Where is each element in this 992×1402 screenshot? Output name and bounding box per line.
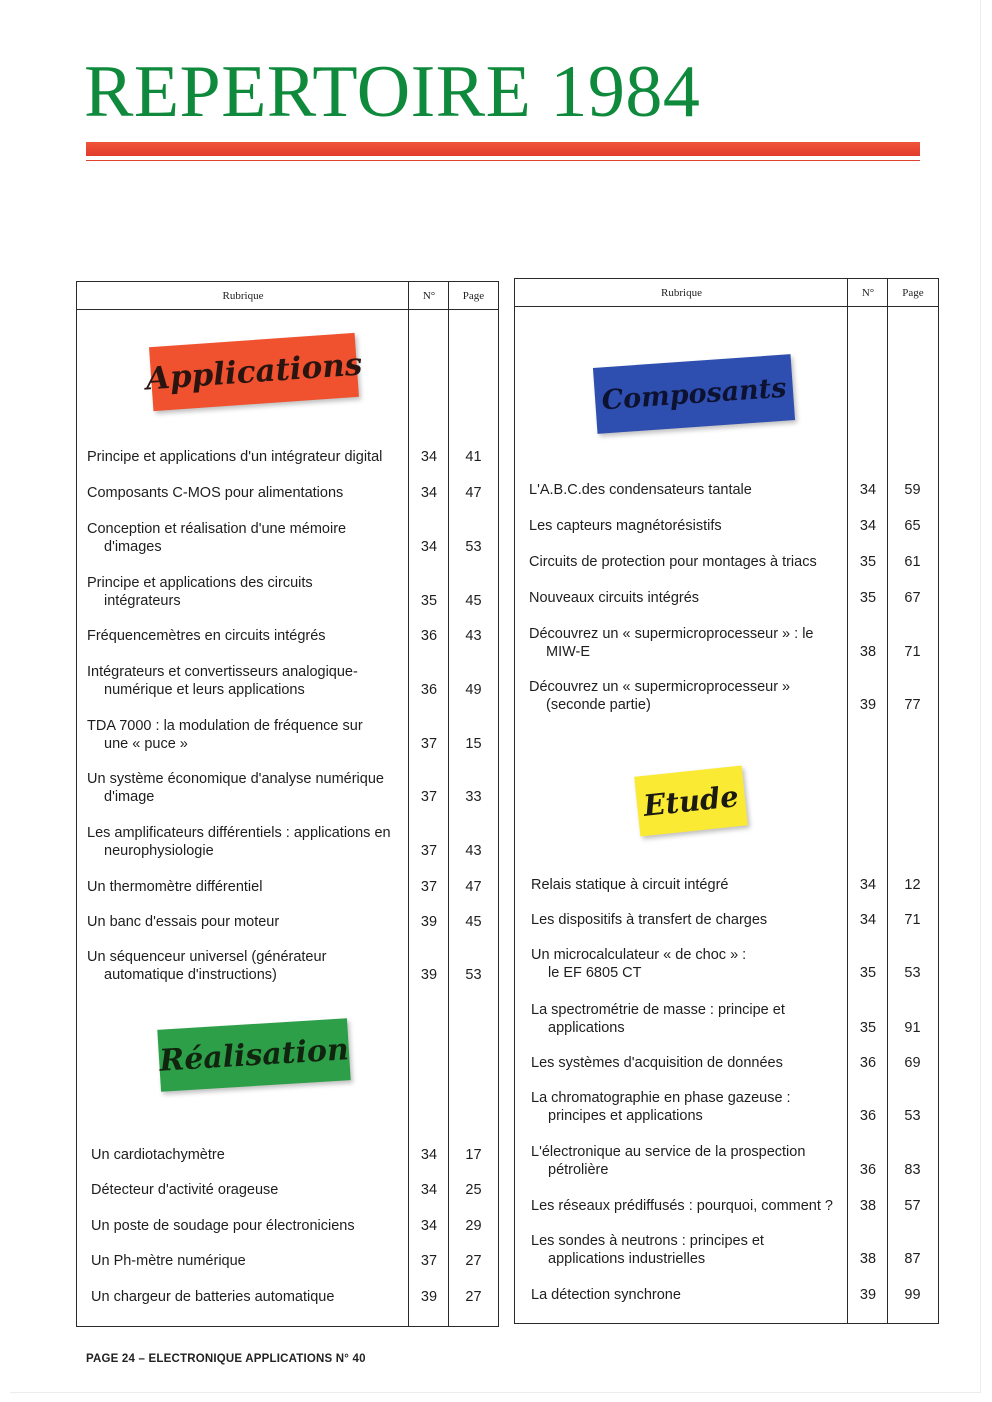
row-title	[531, 1197, 833, 1215]
header-rubrique: Rubrique	[661, 287, 702, 299]
realisation-row	[77, 1217, 497, 1257]
page-number: 47	[465, 879, 482, 895]
page-footer: PAGE 24 – ELECTRONIQUE APPLICATIONS N° 40	[86, 1353, 366, 1365]
applications-row	[77, 770, 497, 810]
page-number: 33	[465, 789, 482, 805]
page-number: 43	[465, 628, 482, 644]
row-title-line1: Les systèmes d'acquisition de données	[531, 1055, 783, 1071]
row-title-line1: Un cardiotachymètre	[91, 1147, 225, 1163]
issue-number: 34	[859, 912, 877, 928]
applications-row	[77, 484, 497, 524]
row-title	[531, 1232, 764, 1268]
applications-row	[77, 448, 497, 488]
etude-row	[515, 1197, 935, 1237]
row-title-line2: neurophysiologie	[104, 843, 214, 859]
row-title-line1: La spectrométrie de masse : principe et	[531, 1002, 785, 1018]
title-rule	[86, 160, 920, 161]
page-number: 45	[465, 593, 482, 609]
row-title	[87, 913, 279, 931]
etude-row	[515, 946, 935, 986]
row-title-line1: Intégrateurs et convertisseurs analogique-	[87, 664, 358, 680]
page-number: 59	[904, 482, 921, 498]
row-title	[531, 911, 767, 929]
issue-number: 36	[859, 1108, 877, 1124]
issue-number: 34	[859, 877, 877, 893]
row-title-line2: applications industrielles	[548, 1251, 706, 1267]
page-number: 71	[904, 644, 921, 660]
row-title-line2: MIW-E	[546, 644, 591, 660]
row-title-line1: Principe et applications d'un intégrateur digital	[87, 449, 383, 465]
page-number: 57	[904, 1198, 921, 1214]
row-title	[529, 481, 752, 499]
row-title-line1: Un thermomètre différentiel	[87, 879, 263, 895]
row-title	[91, 1217, 355, 1235]
applications-row	[77, 627, 497, 667]
row-title-line1: Découvrez un « supermicroprocesseur » : le	[529, 626, 814, 642]
row-title-line1: Un poste de soudage pour électroniciens	[91, 1218, 355, 1234]
row-title	[91, 1146, 225, 1164]
composants-row	[515, 553, 935, 593]
page-number: 69	[904, 1055, 921, 1071]
header-page: Page	[462, 290, 485, 302]
composants-row	[515, 625, 935, 665]
row-title-line1: Un Ph-mètre numérique	[91, 1253, 246, 1269]
issue-number: 34	[420, 485, 438, 501]
realisation-row	[77, 1181, 497, 1221]
issue-number: 39	[859, 1287, 877, 1303]
category-composants-label: Composants	[600, 372, 788, 416]
issue-number: 39	[420, 1289, 438, 1305]
composants-row	[515, 517, 935, 557]
category-realisation-label: Réalisation	[158, 1031, 350, 1079]
issue-number: 37	[420, 736, 438, 752]
row-title-line1: Les amplificateurs différentiels : applications en	[87, 825, 391, 841]
row-title	[87, 484, 343, 502]
page-number: 12	[904, 877, 921, 893]
category-composants	[593, 354, 795, 434]
page-number: 53	[465, 967, 482, 983]
row-title	[87, 878, 262, 896]
row-title	[529, 553, 817, 571]
issue-number: 37	[420, 789, 438, 805]
etude-row	[515, 1286, 935, 1326]
row-title-line1: Les dispositifs à transfert de charges	[531, 912, 768, 928]
applications-row	[77, 948, 497, 988]
row-title-line1: Détecteur d'activité orageuse	[91, 1182, 279, 1198]
row-title-line1: Composants C-MOS pour alimentations	[87, 485, 344, 501]
page-number: 15	[465, 736, 482, 752]
row-title-line1: L'électronique au service de la prospection	[531, 1144, 806, 1160]
row-title-line1: Circuits de protection pour montages à triacs	[529, 554, 817, 570]
etude-row	[515, 1089, 935, 1129]
page-number: 27	[465, 1253, 482, 1269]
row-title-line1: L'A.B.C.des condensateurs tantale	[529, 482, 752, 498]
row-title	[531, 1286, 681, 1304]
composants-row	[515, 589, 935, 629]
row-title-line1: Nouveaux circuits intégrés	[529, 590, 700, 606]
row-title-line2: automatique d'instructions)	[104, 967, 277, 983]
page-number: 99	[904, 1287, 921, 1303]
issue-number: 34	[420, 449, 438, 465]
page-number: 77	[904, 697, 921, 713]
header-no: N°	[422, 290, 436, 302]
category-etude	[634, 766, 748, 837]
row-title-line1: Les capteurs magnétorésistifs	[529, 518, 722, 534]
page-number: 91	[904, 1020, 921, 1036]
applications-row	[77, 520, 497, 560]
issue-number: 39	[420, 967, 438, 983]
issue-number: 39	[420, 914, 438, 930]
row-title	[87, 717, 363, 753]
etude-row	[515, 1143, 935, 1183]
applications-row	[77, 663, 497, 703]
realisation-row	[77, 1252, 497, 1292]
issue-number: 34	[420, 1218, 438, 1234]
etude-row	[515, 1001, 935, 1041]
row-title-line1: La détection synchrone	[531, 1287, 681, 1303]
page-number: 53	[904, 965, 921, 981]
row-title	[87, 663, 358, 699]
title-red-bar	[86, 142, 920, 156]
issue-number: 36	[420, 628, 438, 644]
category-applications-label: Applications	[144, 346, 364, 398]
issue-number: 39	[859, 697, 877, 713]
row-title-line1: Relais statique à circuit intégré	[531, 877, 729, 893]
row-title-line2: pétrolière	[548, 1162, 609, 1178]
row-title-line2: intégrateurs	[104, 593, 181, 609]
page-number: 53	[465, 539, 482, 555]
header-rubrique: Rubrique	[222, 290, 264, 302]
page-number: 71	[904, 912, 921, 928]
row-title-line1: Principe et applications des circuits	[87, 575, 313, 591]
page-number: 65	[904, 518, 921, 534]
left-table-header	[77, 282, 498, 310]
issue-number: 36	[420, 682, 438, 698]
issue-number: 34	[859, 518, 877, 534]
issue-number: 35	[420, 593, 438, 609]
row-title	[91, 1288, 334, 1306]
page-number: 83	[904, 1162, 921, 1178]
issue-number: 35	[859, 590, 877, 606]
row-title-line2: le EF 6805 CT	[548, 965, 642, 981]
page-number: 87	[904, 1251, 921, 1267]
page-number: 47	[465, 485, 482, 501]
row-title-line1: La chromatographie en phase gazeuse :	[531, 1090, 791, 1106]
row-title	[531, 1143, 805, 1179]
issue-number: 35	[859, 554, 877, 570]
row-title-line2: (seconde partie)	[546, 697, 651, 713]
right-table	[514, 278, 939, 1324]
row-title-line1: Un microcalculateur « de choc » :	[531, 947, 747, 963]
row-title	[87, 574, 313, 610]
realisation-row	[77, 1288, 497, 1328]
row-title	[87, 948, 326, 984]
applications-row	[77, 878, 497, 918]
row-title-line1: Un chargeur de batteries automatique	[91, 1289, 335, 1305]
page-number: 29	[465, 1218, 482, 1234]
category-etude-label: Etude	[641, 779, 741, 823]
page-number: 49	[465, 682, 482, 698]
row-title	[529, 517, 722, 535]
issue-number: 36	[859, 1162, 877, 1178]
row-title-line1: Découvrez un « supermicroprocesseur »	[529, 679, 791, 695]
row-title	[529, 625, 814, 661]
row-title-line2: d'image	[104, 789, 155, 805]
category-realisation	[157, 1018, 350, 1091]
row-title-line2: une « puce »	[104, 736, 188, 752]
row-title-line1: Conception et réalisation d'une mémoire	[87, 521, 347, 537]
realisation-row	[77, 1146, 497, 1186]
header-no: N°	[861, 287, 875, 299]
row-title-line1: Un séquenceur universel (générateur	[87, 949, 327, 965]
row-title	[531, 876, 728, 894]
composants-row	[515, 481, 935, 521]
row-title	[529, 678, 790, 714]
applications-row	[77, 717, 497, 757]
issue-number: 37	[420, 1253, 438, 1269]
issue-number: 37	[420, 879, 438, 895]
page-number: 61	[904, 554, 921, 570]
composants-row	[515, 678, 935, 718]
category-applications	[144, 333, 364, 411]
page-number: 25	[465, 1182, 482, 1198]
row-title-line2: d'images	[104, 539, 162, 555]
left-table	[76, 281, 499, 1327]
issue-number: 34	[420, 1147, 438, 1163]
row-title-line2: numérique et leurs applications	[104, 682, 305, 698]
row-title-line1: Fréquencemètres en circuits intégrés	[87, 628, 326, 644]
issue-number: 34	[420, 1182, 438, 1198]
row-title-line2: applications	[548, 1020, 625, 1036]
row-title-line2: principes et applications	[548, 1108, 703, 1124]
row-title	[87, 520, 346, 556]
issue-number: 34	[420, 539, 438, 555]
row-title	[531, 1001, 785, 1037]
page-number: 43	[465, 843, 482, 859]
row-title-line1: Un banc d'essais pour moteur	[87, 914, 280, 930]
issue-number: 37	[420, 843, 438, 859]
row-title	[87, 770, 384, 806]
issue-number: 38	[859, 1251, 877, 1267]
page-title: REPERTOIRE 1984	[84, 51, 701, 133]
row-title	[87, 824, 391, 860]
row-title-line1: Les sondes à neutrons : principes et	[531, 1233, 764, 1249]
row-title	[531, 1054, 783, 1072]
etude-row	[515, 1054, 935, 1094]
page-number: 67	[904, 590, 921, 606]
page-number: 41	[465, 449, 482, 465]
page-number: 17	[465, 1147, 482, 1163]
right-table-header	[515, 279, 938, 307]
row-title	[531, 1089, 791, 1125]
row-title-line1: Les réseaux prédiffusés : pourquoi, comment ?	[531, 1198, 833, 1214]
etude-row	[515, 911, 935, 951]
applications-row	[77, 913, 497, 953]
header-page: Page	[902, 287, 924, 299]
issue-number: 35	[859, 965, 877, 981]
row-title-line1: TDA 7000 : la modulation de fréquence sur	[87, 718, 363, 734]
row-title	[529, 589, 699, 607]
issue-number: 38	[859, 1198, 877, 1214]
issue-number: 36	[859, 1055, 877, 1071]
row-title	[531, 946, 746, 982]
applications-row	[77, 824, 497, 864]
row-title	[91, 1252, 246, 1270]
page-number: 53	[904, 1108, 921, 1124]
issue-number: 38	[859, 644, 877, 660]
row-title	[87, 627, 326, 645]
etude-row	[515, 876, 935, 916]
issue-number: 35	[859, 1020, 877, 1036]
applications-row	[77, 574, 497, 614]
page-number: 45	[465, 914, 482, 930]
row-title	[91, 1181, 278, 1199]
issue-number: 34	[859, 482, 877, 498]
row-title-line1: Un système économique d'analyse numérique	[87, 771, 384, 787]
row-title	[87, 448, 382, 466]
etude-row	[515, 1232, 935, 1272]
page-number: 27	[465, 1289, 482, 1305]
